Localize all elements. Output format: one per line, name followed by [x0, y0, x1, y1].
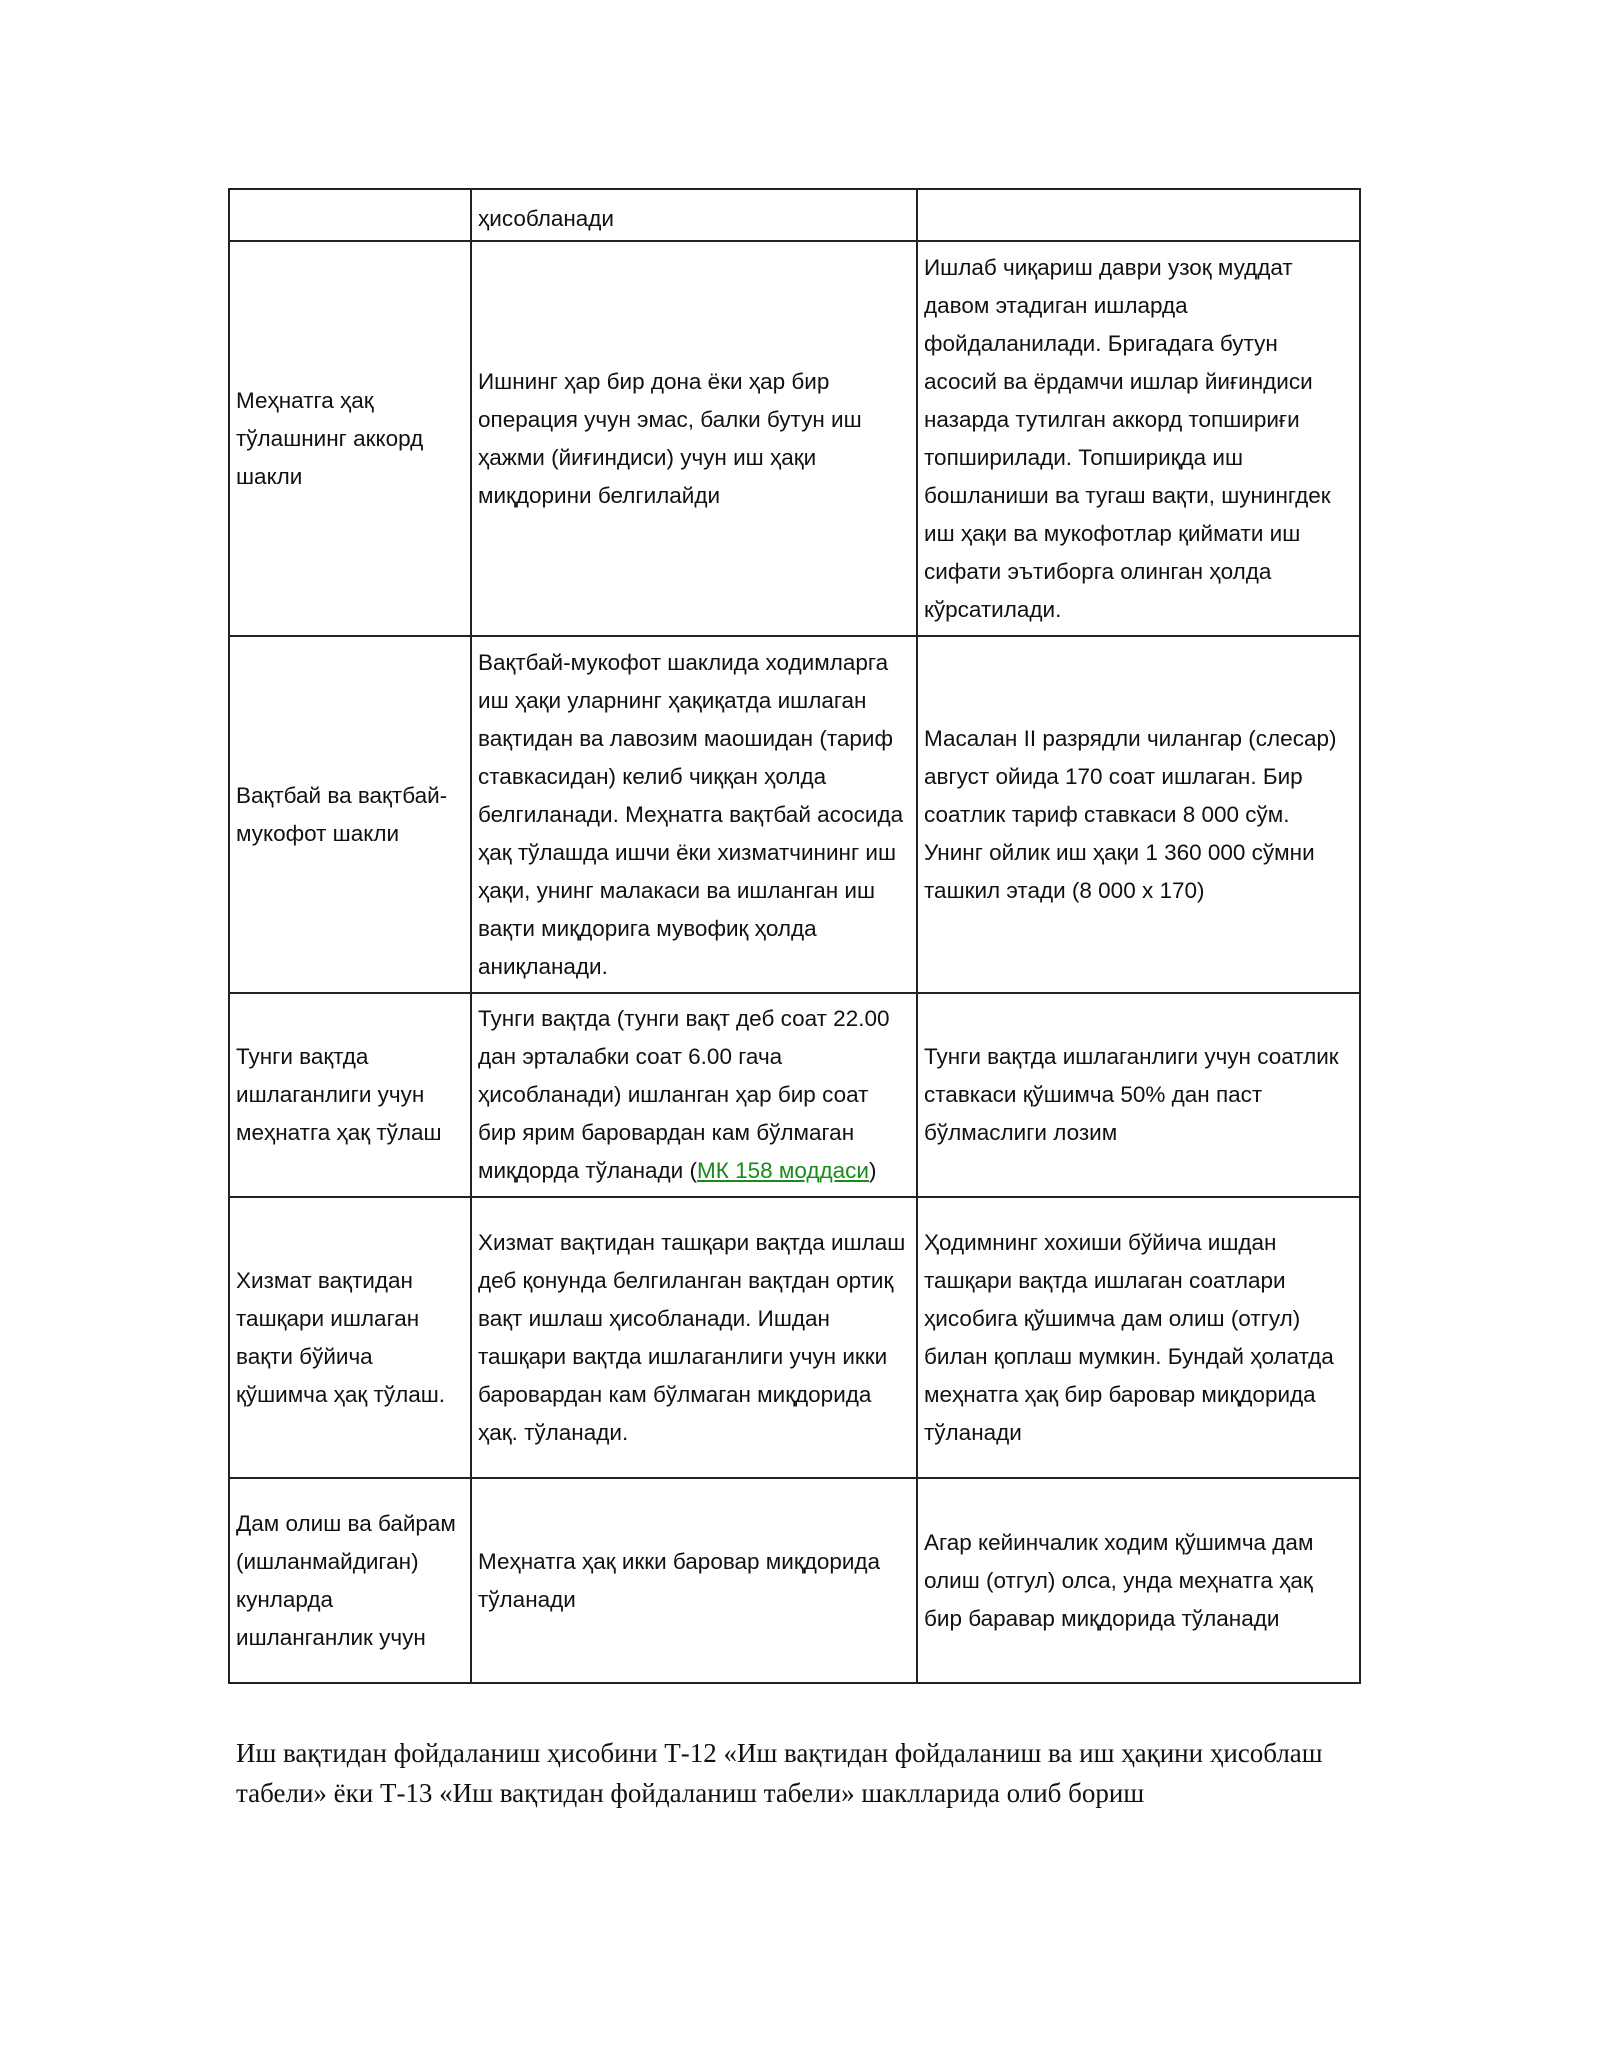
table-cell: [471, 993, 917, 1197]
wage-forms-table: [228, 188, 1361, 1684]
table-cell: Меҳнатга ҳақ тўлашнинг аккорд шакли: [229, 241, 471, 636]
table-cell: Хизмат вақтидан ташқари ишлаган вақти бўйича қўшимча ҳақ тўлаш.: [229, 1197, 471, 1478]
table-row: [229, 189, 1360, 241]
table-row: [229, 1197, 1360, 1478]
table-row: [229, 241, 1360, 636]
table-cell: Агар кейинчалик ходим қўшимча дам олиш (отгул) олса, унда меҳнатга ҳақ бир баравар миқдорида тўланади: [917, 1478, 1360, 1683]
cell-text: ): [868, 1158, 877, 1183]
table-row: [229, 1478, 1360, 1683]
table-cell: Ҳодимнинг хохиши бўйича ишдан ташқари вақтда ишлаган соатлари ҳисобига қўшимча дам олиш (отгул) билан қоплаш мумкин. Бундай ҳолатда меҳнатга ҳақ бир баровар миқдорида тўланади: [917, 1197, 1360, 1478]
table-cell: Тунги вақтда ишлаганлиги учун меҳнатга ҳақ тўлаш: [229, 993, 471, 1197]
cell-text: Тунги вақтда (тунги вақт деб соат 22.00 дан эрталабки соат 6.00 гача ҳисобланади) ишланган ҳар бир соат бир ярим баровардан кам бўлмаган миқдорда тўланади (: [478, 1006, 890, 1183]
table-cell: Ишнинг ҳар бир дона ёки ҳар бир операция учун эмас, балки бутун иш ҳажми (йиғиндиси) учун иш ҳақи миқдорини белгилайди: [471, 241, 917, 636]
body-paragraph: Иш вақтидан фойдаланиш ҳисобини Т-12 «Иш вақтидан фойдаланиш ва иш ҳақини ҳисоблаш табели» ёки Т-13 «Иш вақтидан фойдаланиш табели» шаклларида олиб бориш: [236, 1738, 1323, 1808]
table-cell: Меҳнатга ҳақ икки баровар миқдорида тўланади: [471, 1478, 917, 1683]
table-cell: Тунги вақтда ишлаганлиги учун соатлик ставкаси қўшимча 50% дан паст бўлмаслиги лозим: [917, 993, 1360, 1197]
table-cell: Ишлаб чиқариш даври узоқ муддат давом этадиган ишларда фойдаланилади. Бригадага бутун асосий ва ёрдамчи ишлар йиғиндиси назарда тутилган аккорд топшириғи топширилади. Топшириқда иш бошланиши ва тугаш вақти, шунингдек иш ҳақи ва мукофотлар қиймати иш сифати эътиборга олинган ҳолда кўрсатилади.: [917, 241, 1360, 636]
table-row: [229, 993, 1360, 1197]
table-cell: Вақтбай ва вақтбай-мукофот шакли: [229, 636, 471, 993]
law-article-link[interactable]: МК 158 моддаси: [697, 1158, 869, 1183]
table-cell: [229, 189, 471, 241]
table-cell: Масалан II разрядли чилангар (слесар) август ойида 170 соат ишлаган. Бир соатлик тариф ставкаси 8 000 сўм. Унинг ойлик иш ҳақи 1 360 000 сўмни ташкил этади (8 000 х 170): [917, 636, 1360, 993]
table-row: [229, 636, 1360, 993]
table-cell: Вақтбай-мукофот шаклида ходимларга иш ҳақи уларнинг ҳақиқатда ишлаган вақтидан ва лавозим маошидан (тариф ставкасидан) келиб чиққан ҳолда белгиланади. Меҳнатга вақтбай асосида ҳақ тўлашда ишчи ёки хизматчининг иш ҳақи, унинг малакаси ва ишланган иш вақти миқдорига мувофиқ ҳолда аниқланади.: [471, 636, 917, 993]
table-cell: ҳисобланади: [471, 189, 917, 241]
table-cell: Хизмат вақтидан ташқари вақтда ишлаш деб қонунда белгиланган вақтдан ортиқ вақт ишлаш ҳисобланади. Ишдан ташқари вақтда ишлаганлиги учун икки баровардан кам бўлмаган миқдорида ҳақ. тўланади.: [471, 1197, 917, 1478]
table-cell: Дам олиш ва байрам (ишланмайдиган) кунларда ишланганлик учун: [229, 1478, 471, 1683]
table-cell: [917, 189, 1360, 241]
